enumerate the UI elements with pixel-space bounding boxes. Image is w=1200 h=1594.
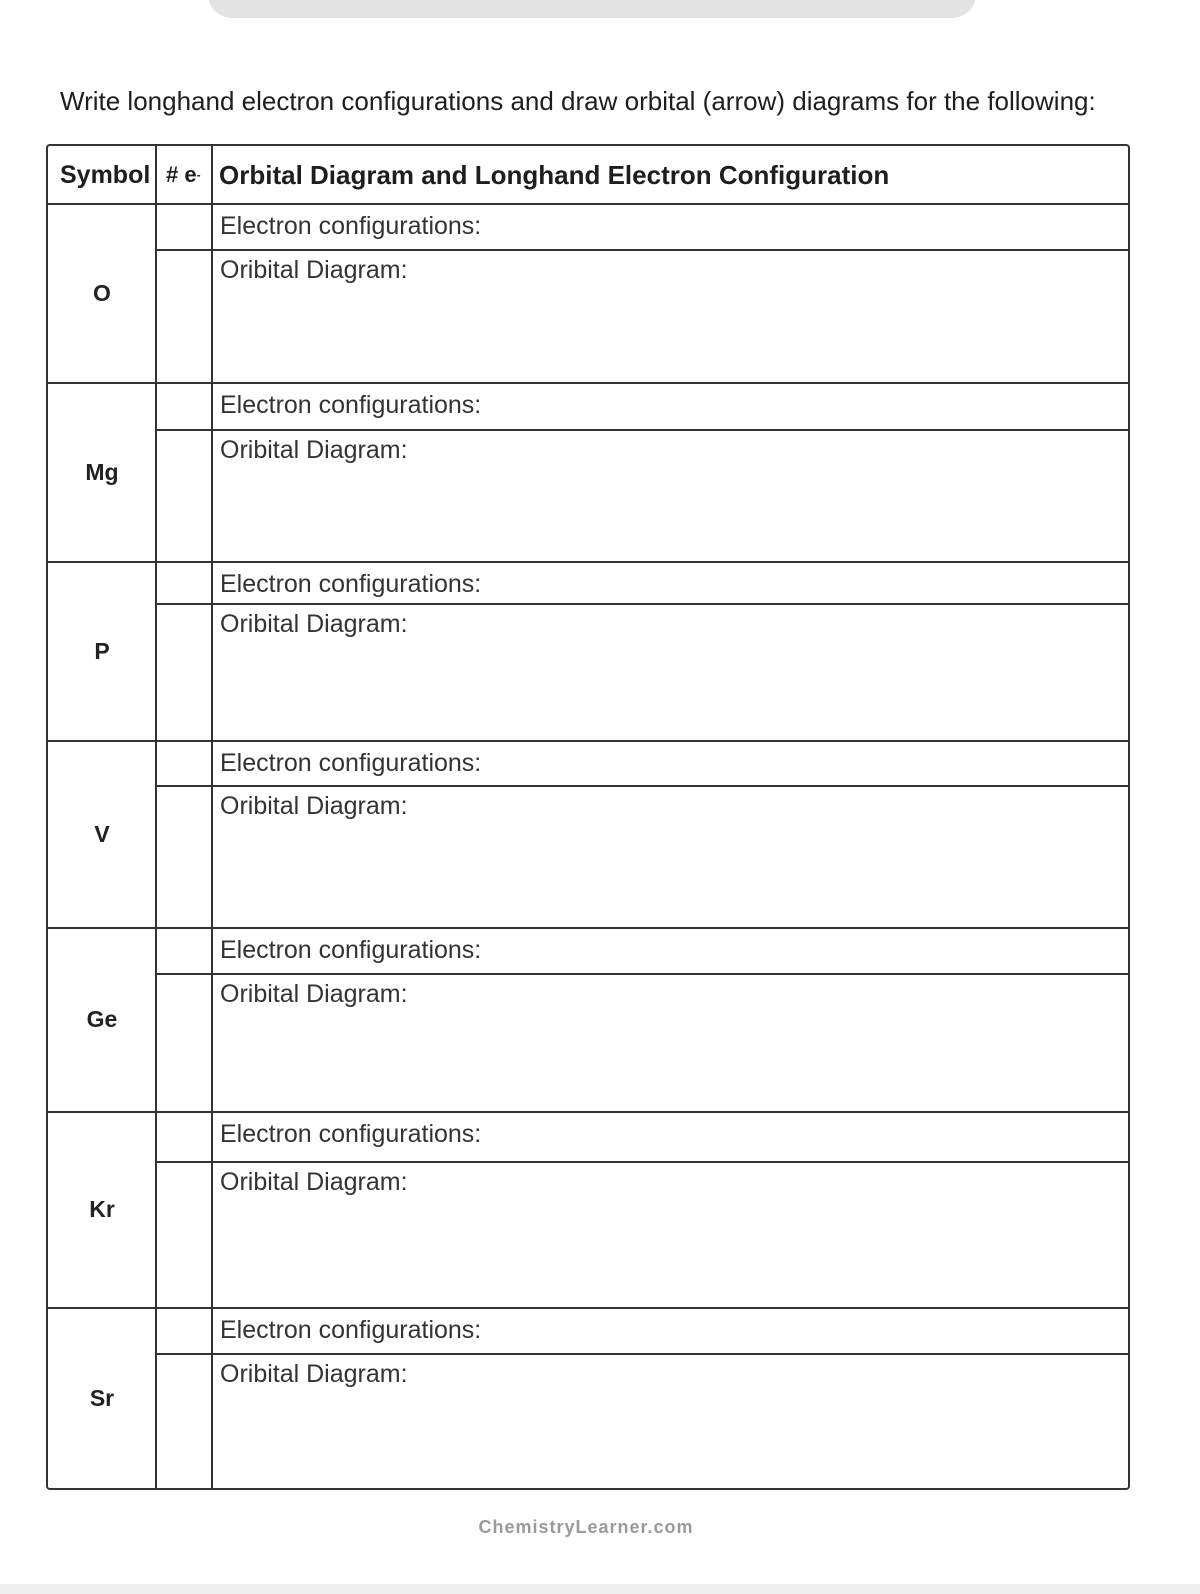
row-divider <box>48 1307 1128 1309</box>
electron-count-cell[interactable] <box>158 564 210 602</box>
header-main: Orbital Diagram and Longhand Electron Configuration <box>219 159 890 190</box>
electron-count-cell[interactable] <box>158 206 210 248</box>
orbital-diagram-answer-area[interactable] <box>214 470 1126 558</box>
orbital-diagram-answer-area[interactable] <box>214 1394 1126 1486</box>
element-symbol: O <box>93 279 111 306</box>
electron-config-answer-area[interactable] <box>214 1114 1126 1160</box>
element-symbol: P <box>94 637 110 664</box>
config-divider <box>156 973 1128 975</box>
row-divider <box>48 1111 1128 1113</box>
electron-config-answer-area[interactable] <box>214 385 1126 428</box>
element-symbol: Ge <box>86 1006 118 1032</box>
orbital-diagram-answer-area[interactable] <box>214 1202 1126 1304</box>
electron-config-label: Electron configurations: <box>220 936 482 964</box>
row-divider <box>48 740 1128 742</box>
electron-count-cell[interactable] <box>158 1114 210 1160</box>
electron-count-cell[interactable] <box>158 743 210 784</box>
column-divider-ecount <box>211 146 213 1488</box>
row-divider <box>48 927 1128 929</box>
orbital-diagram-label: Oribital Diagram: <box>220 1360 408 1388</box>
orbital-diagram-answer-area[interactable] <box>214 290 1126 379</box>
electron-count-cell[interactable] <box>158 930 210 972</box>
electron-config-label: Electron configurations: <box>220 570 482 598</box>
orbital-diagram-label: Oribital Diagram: <box>220 980 408 1008</box>
orbital-diagram-label: Oribital Diagram: <box>220 792 408 820</box>
orbital-diagram-answer-area[interactable] <box>214 1014 1126 1108</box>
orbital-diagram-label: Oribital Diagram: <box>220 436 408 464</box>
electron-config-answer-area[interactable] <box>214 930 1126 972</box>
config-divider <box>156 1161 1128 1163</box>
electron-count-cell[interactable] <box>158 1310 210 1352</box>
electron-config-label: Electron configurations: <box>220 749 482 777</box>
element-symbol: Sr <box>89 1385 115 1411</box>
config-divider <box>156 1353 1128 1355</box>
top-title-banner <box>208 0 976 18</box>
orbital-diagram-label: Oribital Diagram: <box>220 1168 408 1196</box>
electron-config-answer-area[interactable] <box>214 564 1126 602</box>
electron-count-cell[interactable] <box>158 385 210 428</box>
electron-config-label: Electron configurations: <box>220 1316 482 1344</box>
instruction-text: Write longhand electron configurations and draw orbital (arrow) diagrams for the following: <box>60 86 1096 116</box>
header-electron-count: # e - <box>166 162 201 187</box>
config-divider <box>156 603 1128 605</box>
element-symbol: V <box>94 820 110 847</box>
electron-config-label: Electron configurations: <box>220 1120 482 1148</box>
orbital-diagram-answer-area[interactable] <box>214 826 1126 924</box>
config-divider <box>156 785 1128 787</box>
bottom-band <box>0 1584 1200 1594</box>
element-symbol: Kr <box>89 1196 115 1222</box>
config-divider <box>156 249 1128 251</box>
orbital-diagram-label: Oribital Diagram: <box>220 256 408 284</box>
electron-config-label: Electron configurations: <box>220 391 482 419</box>
electron-config-label: Electron configurations: <box>220 212 482 240</box>
orbital-diagram-answer-area[interactable] <box>214 644 1126 737</box>
row-divider <box>48 561 1128 563</box>
column-divider-symbol <box>155 146 157 1488</box>
electron-config-answer-area[interactable] <box>214 743 1126 784</box>
header-symbol: Symbol <box>60 160 151 189</box>
orbital-diagram-label: Oribital Diagram: <box>220 610 408 638</box>
footer-credit: ChemistryLearner.com <box>478 1517 694 1537</box>
worksheet-table <box>46 144 1130 1490</box>
electron-config-answer-area[interactable] <box>214 1310 1126 1352</box>
row-divider <box>48 382 1128 384</box>
element-symbol: Mg <box>85 458 119 485</box>
electron-config-answer-area[interactable] <box>214 206 1126 248</box>
config-divider <box>156 429 1128 431</box>
